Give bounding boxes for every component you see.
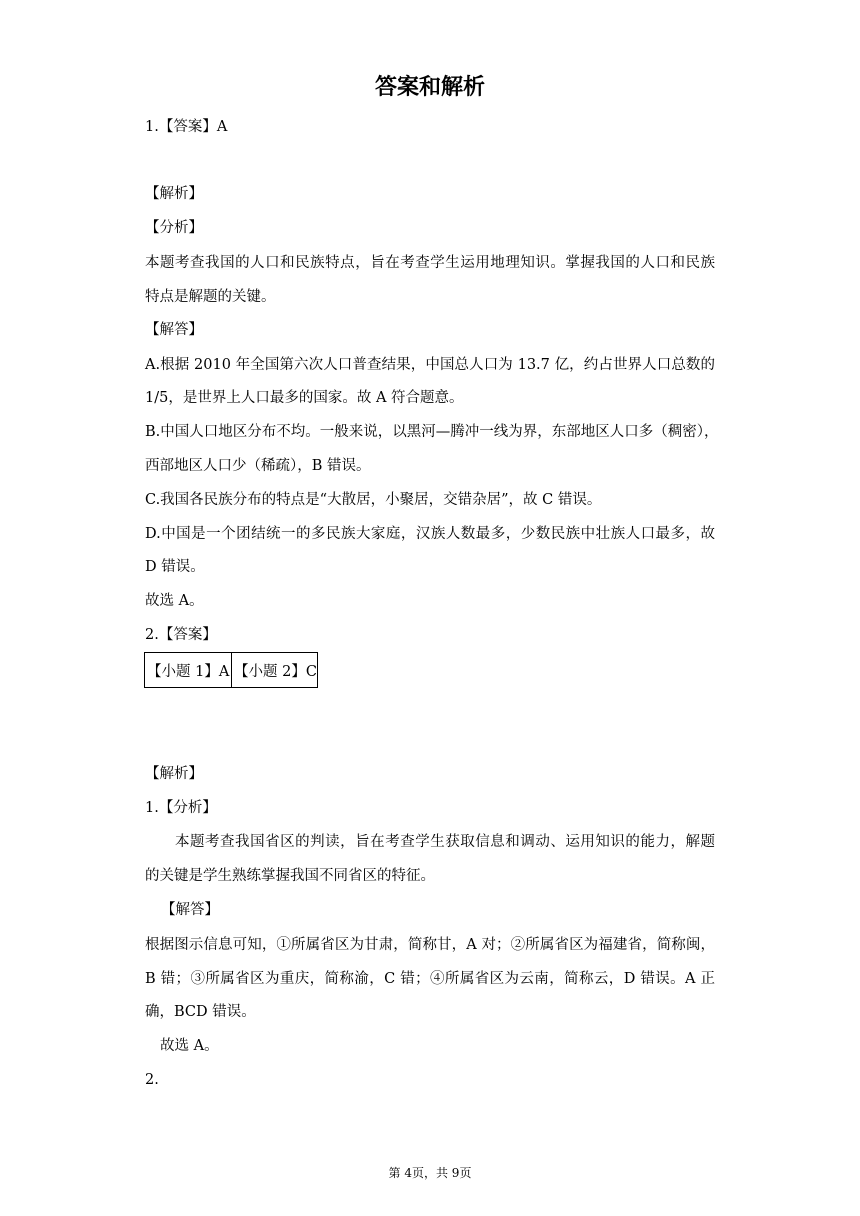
q2-jieda-heading: 【解答】: [161, 902, 219, 918]
q2-sub1-fenxi-heading: 1.【分析】: [145, 800, 217, 816]
q2-subquestion-2-cell: 【小题 2】C: [232, 653, 318, 688]
q2-answer-row: [145, 653, 318, 688]
q2-analysis-line-2: 的关键是学生熟练掌握我国不同省区的特征。: [145, 868, 435, 884]
q2-explanation-line-3: 确，BCD 错误。: [145, 1004, 256, 1020]
q2-sub2-label: 2.: [145, 1072, 159, 1088]
q1-jieda-heading: 【解答】: [145, 322, 203, 338]
q2-explanation-line-1: 根据图示信息可知，①所属省区为甘肃，简称甘，A 对；②所属省区为福建省，简称闽，: [145, 937, 715, 953]
page-footer: 第 4页，共 9页: [388, 1166, 472, 1180]
q1-analysis-line-2: 特点是解题的关键。: [145, 289, 276, 305]
q1-explanation-line-2: 1/5，是世界上人口最多的国家。故 A 符合题意。: [145, 390, 464, 406]
q2-explanation-line-2: B 错；③所属省区为重庆，简称渝，C 错；④所属省区为云南，简称云，D 错误。A 正: [145, 971, 715, 987]
q1-explanation-line-6: D.中国是一个团结统一的多民族大家庭，汉族人数最多，少数民族中壮族人口最多，故: [145, 526, 715, 542]
q2-answer-table: [144, 652, 318, 688]
q2-subquestion-1-cell: 【小题 1】A: [145, 653, 232, 688]
q1-fenxi-heading: 【分析】: [145, 220, 203, 236]
q2-answer-line: 2.【答案】: [145, 627, 217, 643]
q2-jiexi-heading: 【解析】: [145, 766, 203, 782]
q1-explanation-line-1: A.根据 2010 年全国第六次人口普查结果，中国总人口为 13.7 亿，约占世界人口总数的: [145, 357, 715, 373]
q1-explanation-line-7: D 错误。: [145, 559, 205, 575]
q1-explanation-line-4: 西部地区人口少（稀疏），B 错误。: [145, 458, 371, 474]
q1-jiexi-heading: 【解析】: [145, 186, 203, 202]
q2-analysis-line-1: 本题考查我国省区的判读，旨在考查学生获取信息和调动、运用知识的能力，解题: [175, 834, 715, 850]
page-title: 答案和解析: [374, 75, 485, 100]
q1-answer-line: 1.【答案】A: [145, 119, 228, 135]
q2-conclusion: 故选 A。: [160, 1038, 219, 1054]
q1-conclusion: 故选 A。: [145, 593, 204, 609]
q1-explanation-line-5: C.我国各民族分布的特点是“大散居，小聚居，交错杂居”，故 C 错误。: [145, 492, 602, 508]
q1-analysis-line-1: 本题考查我国的人口和民族特点，旨在考查学生运用地理知识。掌握我国的人口和民族: [145, 255, 715, 271]
q1-explanation-line-3: B.中国人口地区分布不均。一般来说，以黑河—腾冲一线为界，东部地区人口多（稠密），: [145, 424, 719, 440]
